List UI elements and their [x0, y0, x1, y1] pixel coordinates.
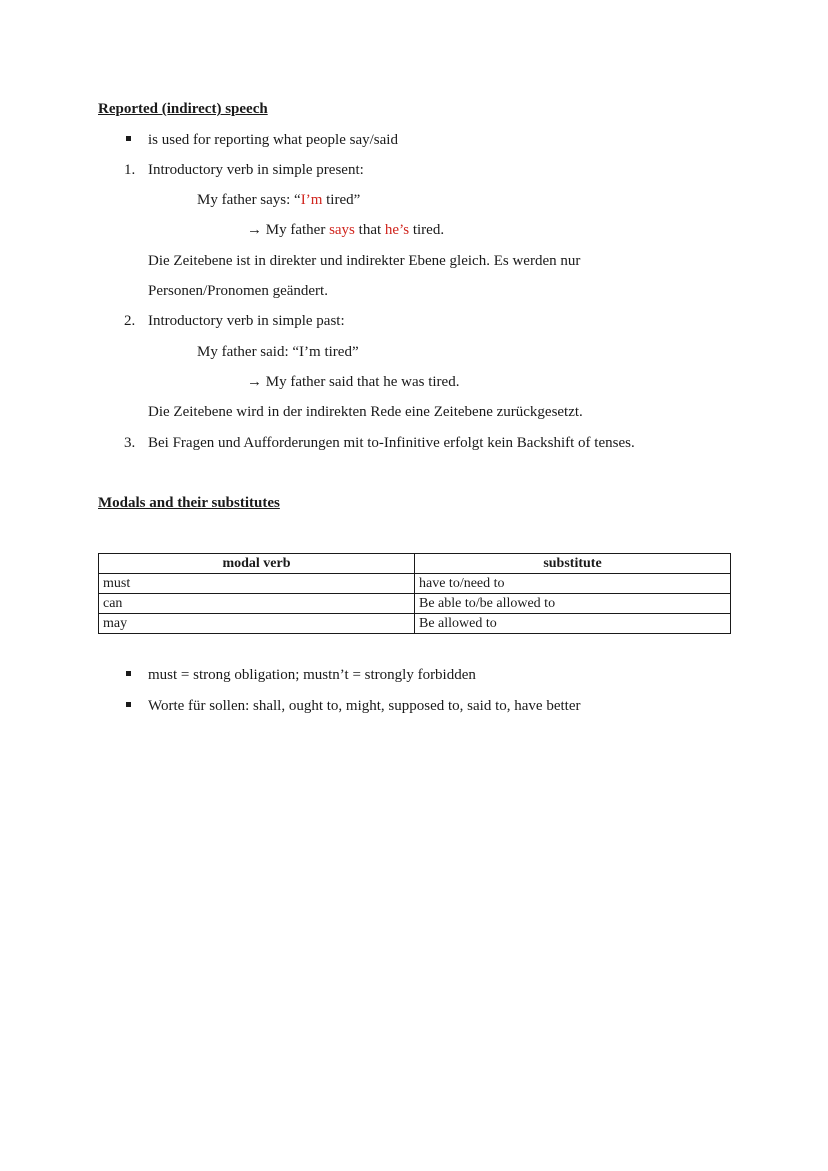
- bullet-square-icon: [126, 136, 131, 141]
- table-cell-modal: may: [99, 614, 415, 634]
- table-header-row: [99, 554, 731, 574]
- list-number-2: 2.: [124, 313, 136, 329]
- item1-note-line2: Personen/Pronomen geändert.: [148, 283, 328, 299]
- result-part-c: tired.: [409, 222, 445, 238]
- result-part-a: My father: [262, 222, 330, 238]
- bullet-text-must: must = strong obligation; mustn’t = strongly forbidden: [148, 667, 476, 683]
- item1-label: Introductory verb in simple present:: [148, 162, 364, 178]
- table-row: [99, 614, 731, 634]
- bullet-square-icon: [126, 671, 131, 676]
- table-row: [99, 574, 731, 594]
- table-cell-substitute: Be able to/be allowed to: [415, 594, 731, 614]
- arrow-right-icon: →: [247, 374, 262, 390]
- item2-result: [247, 373, 459, 391]
- item3-text: Bei Fragen und Aufforderungen mit to-Infinitive erfolgt kein Backshift of tenses.: [148, 435, 635, 451]
- section-title-reported-speech: Reported (indirect) speech: [98, 101, 268, 117]
- item2-example: My father said: “I’m tired”: [197, 344, 359, 360]
- arrow-right-icon: →: [247, 222, 262, 238]
- item2-note: Die Zeitebene wird in der indirekten Rede eine Zeitebene zurückgesetzt.: [148, 404, 583, 420]
- list-number-3: 3.: [124, 435, 136, 451]
- bullet-text-sollen: Worte für sollen: shall, ought to, might, supposed to, said to, have better: [148, 698, 581, 714]
- table-cell-substitute: have to/need to: [415, 574, 731, 594]
- item2-result-text: My father said that he was tired.: [262, 374, 460, 390]
- table-cell-modal: can: [99, 594, 415, 614]
- item1-note-line1: Die Zeitebene ist in direkter und indirekter Ebene gleich. Es werden nur: [148, 253, 581, 269]
- example-prefix: My father says: “: [197, 192, 301, 208]
- item2-label: Introductory verb in simple past:: [148, 313, 345, 329]
- example-suffix: tired”: [322, 192, 361, 208]
- table-cell-modal: must: [99, 574, 415, 594]
- item1-result: [247, 221, 444, 239]
- table-row: [99, 594, 731, 614]
- result-highlight-says: says: [329, 222, 355, 238]
- bullet-square-icon: [126, 702, 131, 707]
- example-highlight: I’m: [300, 192, 323, 208]
- list-number-1: 1.: [124, 162, 136, 178]
- section-title-modals: Modals and their substitutes: [98, 495, 280, 511]
- table-header-modal-verb: modal verb: [99, 554, 415, 574]
- item1-example: [197, 191, 360, 209]
- bullet-text-usage: is used for reporting what people say/said: [148, 132, 398, 148]
- modals-table: [98, 553, 731, 634]
- table-cell-substitute: Be allowed to: [415, 614, 731, 634]
- table-header-substitute: substitute: [415, 554, 731, 574]
- result-part-b: that: [354, 222, 385, 238]
- result-highlight-hes: he’s: [384, 222, 410, 238]
